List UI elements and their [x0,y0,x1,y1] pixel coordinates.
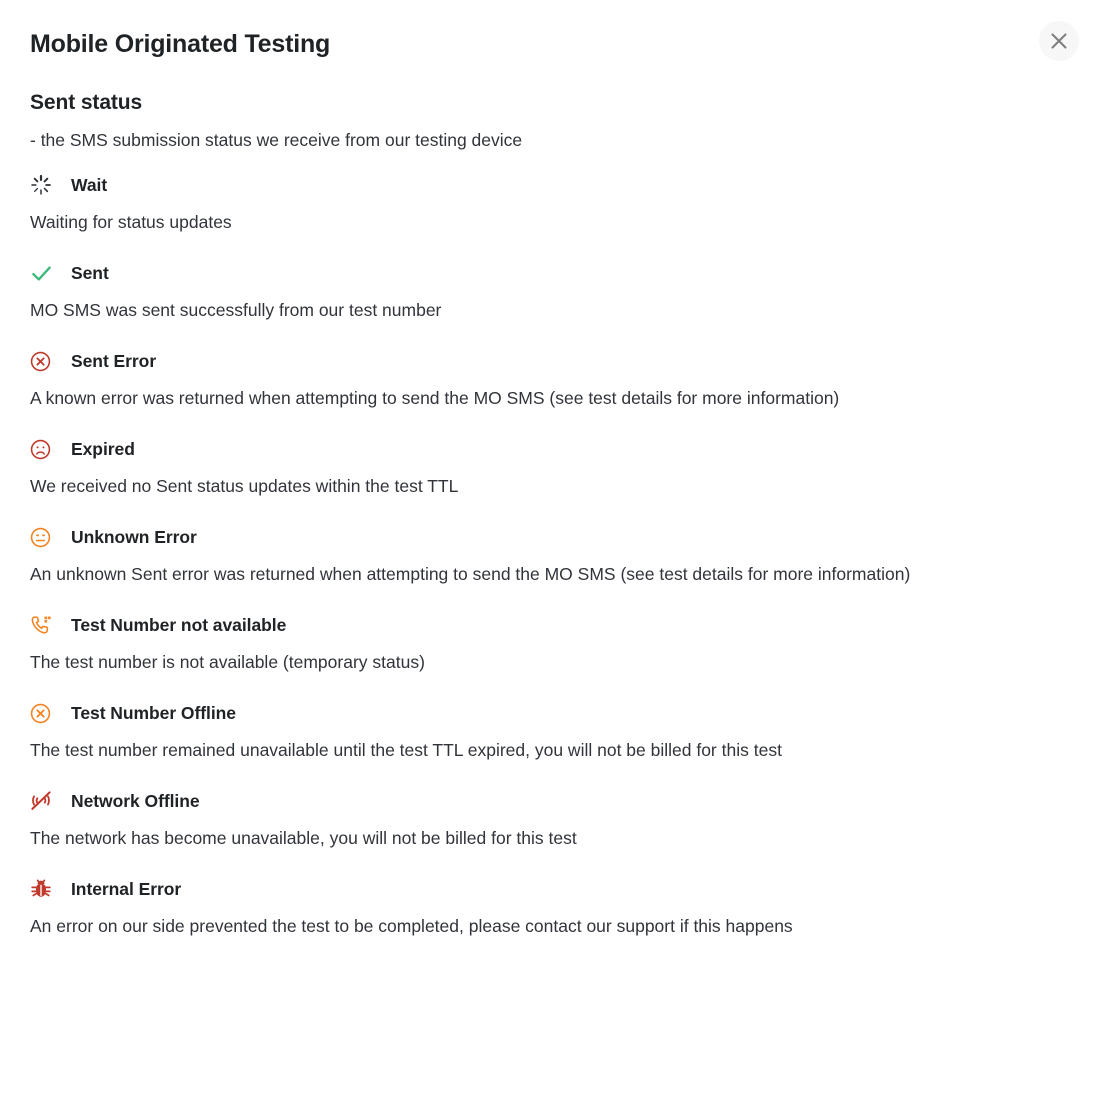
spinner-icon [30,174,54,196]
signal-off-icon [30,790,54,812]
status-description: A known error was returned when attempting to send the MO SMS (see test details for more information) [30,388,840,408]
status-head [30,350,1070,372]
status-head [30,878,1070,900]
bug-icon [30,878,54,900]
status-label: Internal Error [71,879,182,899]
status-description: An error on our side prevented the test to be completed, please contact our support if this happens [30,916,793,936]
status-label: Expired [71,439,135,459]
list-item [30,878,1070,941]
status-label: Unknown Error [71,527,197,547]
status-description: MO SMS was sent successfully from our test number [30,300,442,320]
close-button[interactable] [1039,21,1079,61]
section-title: Sent status [30,91,143,114]
list-item [30,350,1070,413]
phone-busy-icon [30,614,54,636]
status-description: The test number remained unavailable until the test TTL expired, you will not be billed for this test [30,740,782,760]
status-head [30,438,1070,460]
circle-x-icon [30,350,54,372]
status-label: Wait [71,175,108,195]
page-title: Mobile Originated Testing [30,30,331,58]
status-list [30,174,1070,941]
check-icon [30,262,54,284]
status-label: Sent Error [71,351,157,371]
close-icon [1048,30,1070,52]
status-label: Test Number not available [71,615,287,635]
status-head [30,702,1070,724]
status-head [30,262,1070,284]
status-head [30,526,1070,548]
status-head [30,174,1070,196]
status-description: The test number is not available (temporary status) [30,652,425,672]
frowning-face-icon [30,438,54,460]
sent-status-section [30,90,1070,941]
status-description: An unknown Sent error was returned when attempting to send the MO SMS (see test details for more information) [30,564,911,584]
list-item [30,614,1070,677]
status-head [30,614,1070,636]
neutral-face-icon [30,526,54,548]
status-label: Sent [71,263,109,283]
modal-header [30,28,1070,60]
status-description: We received no Sent status updates within the test TTL [30,476,459,496]
section-subtitle: - the SMS submission status we receive from our testing device [30,130,523,150]
list-item [30,262,1070,325]
circle-x-icon [30,702,54,724]
list-item [30,790,1070,853]
status-head [30,790,1070,812]
status-label: Network Offline [71,791,200,811]
list-item [30,438,1070,501]
list-item [30,526,1070,589]
status-description: The network has become unavailable, you will not be billed for this test [30,828,577,848]
status-label: Test Number Offline [71,703,236,723]
list-item [30,174,1070,237]
status-description: Waiting for status updates [30,212,232,232]
list-item [30,702,1070,765]
